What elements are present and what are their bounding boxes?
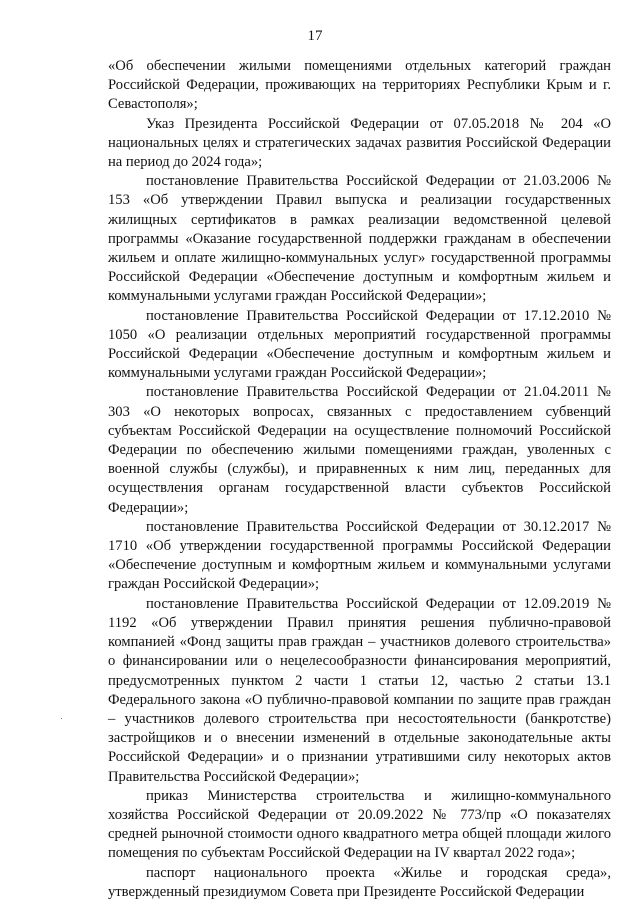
page-number: 17 — [307, 28, 323, 44]
paragraph-order-773: приказ Министерства строительства и жилищно-коммунального хозяйства Российской Федерации от 20.09.2022 № 773/пр «О показателях средней рыночной стоимости одного квадратного метра общей площади жилого помещения по субъектам Российской Федерации на IV квартал 2022 года»; — [108, 787, 611, 862]
paragraph-housing-crimea-sevastopol: «Об обеспечении жилыми помещениями отдельных категорий граждан Российской Федерации, проживающих на территориях Республики Крым и г. Севастополя»; — [108, 58, 611, 113]
paragraph-resolution-1192: постановление Правительства Российской Федерации от 12.09.2019 № 1192 «Об утверждении Правил принятия решения публично-правовой компанией «Фонд защиты прав граждан – участников долевого строительства» о финансировании или о нецелесообразности финансирования мероприятий, предусмотренных пунктом 2 части 1 статьи 12, частью 2 статьи 13.1 Федерального закона «О публично-правовой компании по защите прав граждан – участников долевого строительства при несостоятельности (банкротстве) застройщиков и о внесении изменений в отдельные законодательные акты Российской Федерации» и о признании утратившими силу некоторых актов Правительства Российской Федерации»; — [108, 595, 611, 785]
paragraph-resolution-303: постановление Правительства Российской Федерации от 21.04.2011 № 303 «О некоторых вопросах, связанных с предоставлением субвенций субъектам Российской Федерации на осуществление полномочий Российской Федерации по обеспечению жилыми помещениями граждан, уволенных с военной службы (службы), и приравненных к ним лиц, переданных для осуществления органам государственной власти субъектов Российской Федерации»; — [108, 384, 611, 516]
document-body — [108, 57, 611, 902]
paragraph-national-project-passport: паспорт национального проекта «Жилье и городская среда», утвержденный президиумом Совета при Президенте Российской Федерации — [108, 864, 611, 900]
margin-speck — [61, 718, 62, 719]
paragraph-resolution-153: постановление Правительства Российской Федерации от 21.03.2006 № 153 «Об утверждении Правил выпуска и реализации государственных жилищных сертификатов в рамках реализации ведомственной целевой программы «Оказание государственной поддержки гражданам в обеспечении жильем и оплате жилищно-коммунальных услуг» государственной программы Российской Федерации «Обеспечение доступным и комфортным жильем и коммунальными услугами граждан Российской Федерации»; — [108, 173, 611, 305]
paragraph-resolution-1050: постановление Правительства Российской Федерации от 17.12.2010 № 1050 «О реализации отдельных мероприятий государственной программы Российской Федерации «Обеспечение доступным и комфортным жильем и коммунальными услугами граждан Российской Федерации»; — [108, 307, 611, 382]
paragraph-presidential-decree-204: Указ Президента Российской Федерации от 07.05.2018 № 204 «О национальных целях и стратегических задачах развития Российской Федерации на период до 2024 года»; — [108, 115, 611, 171]
paragraph-resolution-1710: постановление Правительства Российской Федерации от 30.12.2017 № 1710 «Об утверждении государственной программы Российской Федерации «Обеспечение доступным и комфортным жильем и коммунальными услугами граждан Российской Федерации»; — [108, 518, 611, 593]
